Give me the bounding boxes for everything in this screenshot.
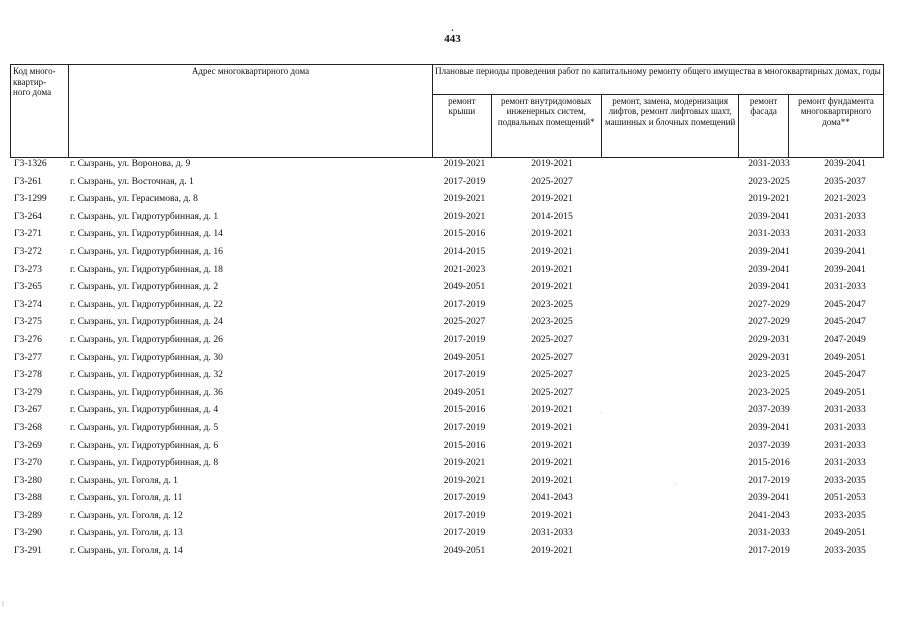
cell-address: г. Сызрань, ул. Гидротурбинная, д. 22	[70, 298, 223, 310]
cell-foundation: 2045-2047	[824, 298, 866, 310]
cell-address: г. Сызрань, ул. Гидротурбинная, д. 36	[70, 386, 223, 398]
cell-facade: 2027-2029	[748, 298, 790, 310]
cell-roof: 2017-2019	[443, 333, 486, 345]
cell-roof: 2049-2051	[443, 351, 486, 363]
cell-foundation: 2031-2033	[824, 228, 866, 240]
cell-systems: 2019-2021	[531, 421, 573, 433]
page-dot: .	[451, 23, 454, 33]
cell-code: Г3-289	[14, 509, 42, 521]
cell-facade: 2031-2033	[748, 228, 790, 240]
cell-code: Г3-278	[14, 369, 42, 381]
cell-foundation: 2031-2033	[824, 457, 866, 469]
header-facade: ремонт фасада	[739, 94, 789, 157]
cell-code: Г3-276	[14, 333, 42, 345]
cell-foundation: 2031-2033	[824, 281, 866, 293]
header-foundation: ремонт фундамента многоквартирного дома**	[788, 94, 883, 157]
cell-roof: 2015-2016	[443, 228, 486, 240]
header-address: Адрес многоквартирного дома	[69, 65, 433, 158]
cell-foundation: 2033-2035	[824, 509, 866, 521]
cell-address: г. Сызрань, ул. Гидротурбинная, д. 5	[70, 421, 219, 433]
page-number-text: 443	[444, 33, 461, 45]
cell-roof: 2017-2019	[443, 369, 486, 381]
table-row	[10, 386, 890, 404]
cell-facade: 2031-2033	[748, 158, 790, 169]
cell-systems: 2019-2021	[531, 263, 573, 275]
cell-code: Г3-267	[14, 404, 42, 416]
header-lifts: ремонт, замена, модернизация лифтов, ремонт лифтовых шахт, машинных и блочных помещений	[601, 94, 739, 157]
cell-systems: 2019-2021	[531, 228, 573, 240]
header-roof: ремонт крыши	[433, 94, 492, 157]
cell-foundation: 2031-2033	[824, 404, 866, 416]
cell-roof: 2019-2021	[443, 210, 486, 222]
cell-foundation: 2051-2053	[824, 492, 866, 504]
cell-systems: 2019-2021	[531, 281, 573, 293]
cell-address: г. Сызрань, ул. Гидротурбинная, д. 32	[70, 369, 223, 381]
cell-foundation: 2031-2033	[824, 421, 866, 433]
header-periods: Плановые периоды проведения работ по капитальному ремонту общего имущества в многоквартирных домах, годы	[433, 65, 884, 95]
table-row	[10, 421, 890, 439]
cell-foundation: 2049-2051	[824, 351, 866, 363]
scan-speck: ·	[674, 480, 677, 488]
cell-foundation: 2047-2049	[824, 333, 866, 345]
cell-facade: 2037-2039	[748, 404, 790, 416]
cell-code: Г3-279	[14, 386, 42, 398]
cell-facade: 2015-2016	[748, 457, 790, 469]
cell-address: г. Сызрань, ул. Гоголя, д. 11	[70, 492, 183, 504]
cell-code: Г3-272	[14, 245, 42, 257]
cell-roof: 2014-2015	[443, 245, 486, 257]
cell-roof: 2019-2021	[443, 193, 486, 205]
page-number	[0, 23, 905, 45]
cell-systems: 2019-2021	[531, 193, 573, 205]
cell-address: г. Сызрань, ул. Гоголя, д. 14	[70, 545, 183, 557]
cell-code: Г3-274	[14, 298, 42, 310]
cell-roof: 2017-2019	[443, 509, 486, 521]
header-code	[11, 65, 69, 158]
cell-foundation: 2033-2035	[824, 474, 866, 486]
cell-foundation: 2031-2033	[824, 210, 866, 222]
cell-systems: 2019-2021	[531, 509, 573, 521]
table-row	[10, 157, 890, 175]
cell-facade: 2023-2025	[748, 175, 790, 187]
cell-systems: 2019-2021	[531, 158, 573, 169]
table-row	[10, 509, 890, 527]
cell-facade: 2031-2033	[748, 527, 790, 539]
cell-systems: 2019-2021	[531, 474, 573, 486]
cell-systems: 2019-2021	[531, 457, 573, 469]
cell-systems: 2019-2021	[531, 245, 573, 257]
cell-address: г. Сызрань, ул. Восточная, д. 1	[70, 175, 194, 187]
cell-address: г. Сызрань, ул. Герасимова, д. 8	[70, 193, 198, 205]
scan-speck: ·	[600, 409, 603, 417]
table-row	[10, 175, 890, 193]
cell-roof: 2019-2021	[443, 474, 486, 486]
cell-foundation: 2039-2041	[824, 245, 866, 257]
cell-roof: 2049-2051	[443, 386, 486, 398]
cell-code: Г3-261	[14, 175, 42, 187]
cell-systems: 2025-2027	[531, 333, 573, 345]
cell-address: г. Сызрань, ул. Гидротурбинная, д. 24	[70, 316, 223, 328]
cell-facade: 2017-2019	[748, 545, 790, 557]
table-row	[10, 315, 890, 333]
table-row	[10, 491, 890, 509]
cell-address: г. Сызрань, ул. Гидротурбинная, д. 16	[70, 245, 223, 257]
table-row	[10, 526, 890, 544]
cell-code: Г3-264	[14, 210, 42, 222]
cell-systems: 2023-2025	[531, 298, 573, 310]
cell-code: Г3-268	[14, 421, 42, 433]
cell-facade: 2029-2031	[748, 333, 790, 345]
cell-systems: 2019-2021	[531, 439, 573, 451]
cell-code: Г3-273	[14, 263, 42, 275]
cell-roof: 2017-2019	[443, 175, 486, 187]
cell-code: Г3-270	[14, 457, 42, 469]
cell-facade: 2041-2043	[748, 509, 790, 521]
cell-foundation: 2031-2033	[824, 439, 866, 451]
cell-roof: 2017-2019	[443, 527, 486, 539]
cell-roof: 2017-2019	[443, 492, 486, 504]
table-row	[10, 439, 890, 457]
table-row	[10, 474, 890, 492]
cell-systems: 2041-2043	[531, 492, 573, 504]
cell-address: г. Сызрань, ул. Гидротурбинная, д. 1	[70, 210, 219, 222]
table-row	[10, 333, 890, 351]
cell-foundation: 2035-2037	[824, 175, 866, 187]
cell-roof: 2017-2019	[443, 421, 486, 433]
cell-code: Г3-269	[14, 439, 42, 451]
cell-systems: 2023-2025	[531, 316, 573, 328]
cell-systems: 2031-2033	[531, 527, 573, 539]
table-row	[10, 456, 890, 474]
cell-foundation: 2045-2047	[824, 369, 866, 381]
cell-code: Г3-280	[14, 474, 42, 486]
header-systems: ремонт внутридомовых инженерных систем, подвальных помещений*	[491, 94, 601, 157]
cell-roof: 2015-2016	[443, 439, 486, 451]
scan-edge: ⁞	[2, 600, 4, 608]
cell-facade: 2039-2041	[748, 421, 790, 433]
cell-systems: 2019-2021	[531, 404, 573, 416]
cell-systems: 2025-2027	[531, 369, 573, 381]
cell-code: Г3-1326	[14, 158, 47, 169]
cell-facade: 2029-2031	[748, 351, 790, 363]
cell-roof: 2019-2021	[443, 158, 486, 169]
cell-foundation: 2049-2051	[824, 527, 866, 539]
cell-systems: 2014-2015	[531, 210, 573, 222]
cell-roof: 2021-2023	[443, 263, 486, 275]
table-row	[10, 245, 890, 263]
cell-systems: 2025-2027	[531, 386, 573, 398]
cell-roof: 2019-2021	[443, 457, 486, 469]
cell-facade: 2027-2029	[748, 316, 790, 328]
cell-code: Г3-290	[14, 527, 42, 539]
cell-roof: 2049-2051	[443, 545, 486, 557]
cell-facade: 2039-2041	[748, 245, 790, 257]
cell-code: Г3-265	[14, 281, 42, 293]
table-row	[10, 368, 890, 386]
cell-facade: 2039-2041	[748, 492, 790, 504]
cell-address: г. Сызрань, ул. Гидротурбинная, д. 6	[70, 439, 219, 451]
cell-foundation: 2021-2023	[824, 193, 866, 205]
cell-facade: 2017-2019	[748, 474, 790, 486]
cell-address: г. Сызрань, ул. Гидротурбинная, д. 2	[70, 281, 219, 293]
cell-roof: 2015-2016	[443, 404, 486, 416]
table-row	[10, 192, 890, 210]
cell-address: г. Сызрань, ул. Воронова, д. 9	[70, 158, 191, 169]
cell-address: г. Сызрань, ул. Гидротурбинная, д. 14	[70, 228, 223, 240]
cell-code: Г3-271	[14, 228, 42, 240]
cell-facade: 2019-2021	[748, 193, 790, 205]
table-row	[10, 351, 890, 369]
cell-systems: 2025-2027	[531, 351, 573, 363]
cell-code: Г3-277	[14, 351, 42, 363]
cell-foundation: 2039-2041	[824, 158, 866, 169]
cell-foundation: 2039-2041	[824, 263, 866, 275]
cell-address: г. Сызрань, ул. Гидротурбинная, д. 8	[70, 457, 219, 469]
table-row	[10, 227, 890, 245]
table-body	[10, 157, 890, 562]
table-row	[10, 544, 890, 562]
table-row	[10, 280, 890, 298]
cell-foundation: 2045-2047	[824, 316, 866, 328]
table-row	[10, 263, 890, 281]
cell-facade: 2023-2025	[748, 386, 790, 398]
table-row	[10, 403, 890, 421]
cell-address: г. Сызрань, ул. Гоголя, д. 12	[70, 509, 183, 521]
cell-foundation: 2049-2051	[824, 386, 866, 398]
cell-code: Г3-275	[14, 316, 42, 328]
cell-address: г. Сызрань, ул. Гидротурбинная, д. 4	[70, 404, 219, 416]
cell-code: Г3-1299	[14, 193, 47, 205]
cell-address: г. Сызрань, ул. Гидротурбинная, д. 26	[70, 333, 223, 345]
cell-systems: 2025-2027	[531, 175, 573, 187]
cell-address: г. Сызрань, ул. Гидротурбинная, д. 18	[70, 263, 223, 275]
cell-facade: 2023-2025	[748, 369, 790, 381]
cell-facade: 2039-2041	[748, 281, 790, 293]
header-code-text: Код много- квартир- ного дома	[13, 66, 56, 97]
table-header	[10, 64, 884, 158]
table-row	[10, 210, 890, 228]
cell-foundation: 2033-2035	[824, 545, 866, 557]
cell-roof: 2049-2051	[443, 281, 486, 293]
cell-code: Г3-291	[14, 545, 42, 557]
cell-systems: 2019-2021	[531, 545, 573, 557]
cell-facade: 2039-2041	[748, 210, 790, 222]
cell-address: г. Сызрань, ул. Гидротурбинная, д. 30	[70, 351, 223, 363]
cell-roof: 2025-2027	[443, 316, 486, 328]
cell-address: г. Сызрань, ул. Гоголя, д. 13	[70, 527, 183, 539]
cell-roof: 2017-2019	[443, 298, 486, 310]
cell-code: Г3-288	[14, 492, 42, 504]
cell-address: г. Сызрань, ул. Гоголя, д. 1	[70, 474, 178, 486]
table-row	[10, 298, 890, 316]
cell-facade: 2039-2041	[748, 263, 790, 275]
cell-facade: 2037-2039	[748, 439, 790, 451]
